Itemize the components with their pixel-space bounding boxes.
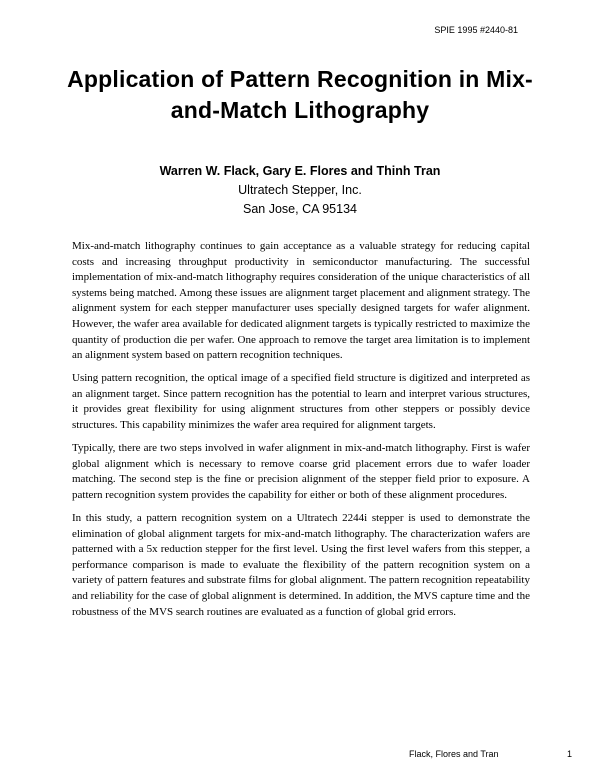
paragraph: Using pattern recognition, the optical image of a specified field structure is digitized and interpreted as an alignment target. Since pattern recognition has the potential to learn and interpret various structures, it provides great flexibility for using alignment structures from other steppers or possibly device structures. This capability minimizes the wafer area required for alignment targets.	[72, 372, 530, 432]
footer-authors: Flack, Flores and Tran	[409, 749, 499, 759]
author-affiliation: Ultratech Stepper, Inc.	[238, 183, 362, 197]
paragraph: In this study, a pattern recognition system on a Ultratech 2244i stepper is used to demonstrate the elimination of global alignment targets for mix-and-match lithography. The characterization wafers are patterned with a 5x reduction stepper for the first level. Using the first level wafers from this stepper, a performance comparison is made to evaluate the flexibility of the pattern recognition system on a variety of pattern features and substrate films for global alignment. The pattern recognition repeatability and reliability for the case of global alignment is determined. In addition, the MVS capture time and the robustness of the MVS search routines are evaluated as a function of global grid errors.	[72, 512, 530, 618]
author-location: San Jose, CA 95134	[243, 202, 357, 216]
paragraph: Typically, there are two steps involved in wafer alignment in mix-and-match lithography. First is wafer global alignment which is necessary to remove coarse grid placement errors due to wafer loader matching. The second step is the fine or precision alignment of the stepper field prior to exposure. A pattern recognition system provides the capability for either or both of these alignment procedures.	[72, 442, 530, 501]
author-names: Warren W. Flack, Gary E. Flores and Thinh Tran	[159, 164, 441, 178]
header-tag: SPIE 1995 #2440-81	[434, 25, 518, 35]
paper-title: Application of Pattern Recognition in Mix-and-Match Lithography	[67, 66, 533, 123]
abstract-body	[72, 239, 530, 628]
paragraph: Mix-and-match lithography continues to gain acceptance as a valuable strategy for reducing capital costs and increasing throughput productivity in semiconductor manufacturing. The successful implementation of mix-and-match lithography requires consideration of the unique characteristics of all systems being matched. Among these issues are alignment target placement and alignment strategy. The alignment system for each stepper manufacturer uses specially designed targets for wafer alignment. However, the wafer area available for dedicated alignment targets is typically restricted to maximize the quantity of production die per wafer. One approach to remove the target area limitation is to implement an alignment system based on pattern recognition techniques.	[72, 240, 530, 362]
author-block	[0, 162, 600, 219]
page-number: 1	[567, 749, 573, 759]
